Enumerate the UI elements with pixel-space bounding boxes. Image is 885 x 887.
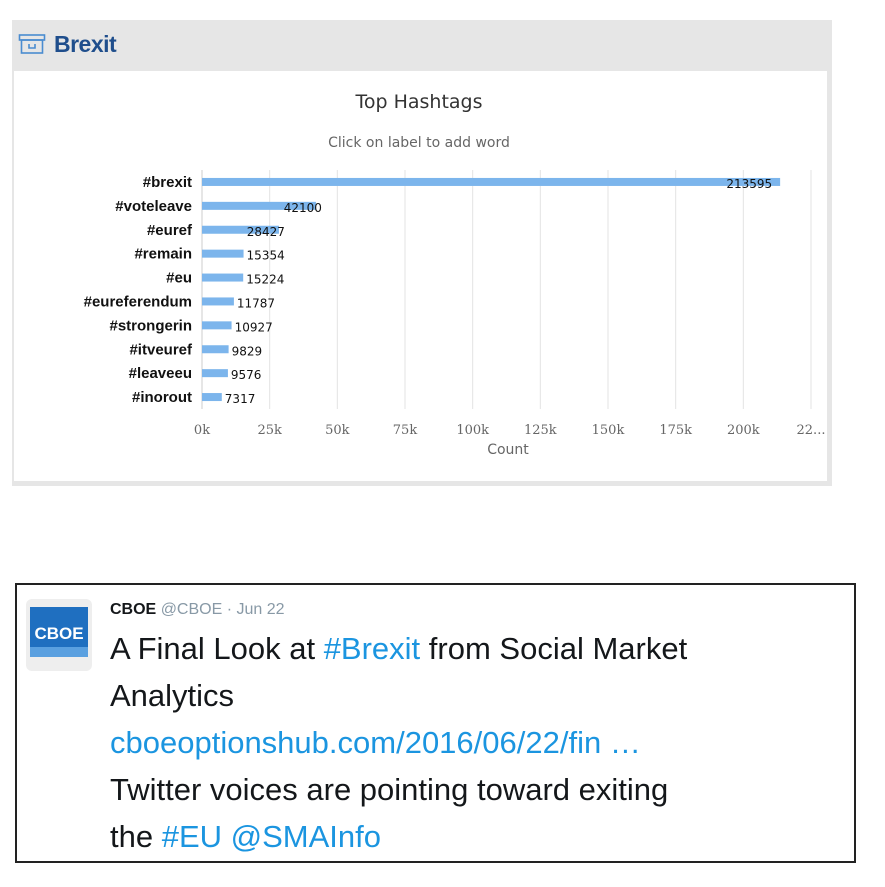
chart-container <box>14 71 827 481</box>
x-tick-label: 0k <box>193 423 211 438</box>
bar[interactable] <box>202 393 222 401</box>
category-label[interactable]: #remain <box>134 245 192 263</box>
x-axis-title: Count <box>487 442 529 458</box>
x-tick-label: 125k <box>523 423 557 438</box>
category-labels[interactable] <box>84 174 193 406</box>
tweet-space <box>222 819 231 854</box>
data-label: 7317 <box>224 392 256 407</box>
tweet-line-1 <box>110 625 850 672</box>
x-tick-label: 75k <box>392 423 418 438</box>
tweet-card[interactable] <box>15 583 856 863</box>
tweet-text-2: from Social Market <box>420 631 688 666</box>
tweet-author[interactable]: CBOE <box>110 601 157 618</box>
data-label: 9829 <box>231 344 263 359</box>
tweet-text-3: Analytics <box>110 678 235 713</box>
category-label[interactable]: #eu <box>166 269 192 287</box>
tweet-text-1: A Final Look at <box>110 631 324 666</box>
category-label[interactable]: #euref <box>146 221 192 239</box>
tweet-text-4: Twitter voices are pointing toward exiting <box>110 772 669 807</box>
bar[interactable] <box>202 369 228 377</box>
avatar-logo-text: CBOE <box>34 624 84 643</box>
archive-box-icon <box>16 32 48 56</box>
tweet-text-5: the <box>110 819 162 854</box>
avatar[interactable] <box>26 599 92 671</box>
top-hashtags-chart <box>14 71 827 481</box>
x-tick-label: 25k <box>257 423 282 438</box>
bar[interactable] <box>202 178 780 186</box>
data-label: 9576 <box>230 368 262 383</box>
panel-header <box>12 20 832 68</box>
tweet-date[interactable]: Jun 22 <box>236 601 285 618</box>
chart-title: Top Hashtags <box>355 91 483 113</box>
hashtag-brexit-link[interactable]: #Brexit <box>323 631 421 666</box>
category-label[interactable]: #leaveeu <box>128 365 192 383</box>
data-label: 15224 <box>246 272 285 287</box>
category-label[interactable]: #itveuref <box>129 341 192 359</box>
bars <box>202 177 780 406</box>
panel-title: Brexit <box>54 30 117 57</box>
category-label[interactable]: #inorout <box>132 389 192 407</box>
x-tick-label: 22... <box>796 423 826 438</box>
x-tick-label: 175k <box>659 423 693 438</box>
tweet-separator: · <box>226 601 233 618</box>
data-label: 15354 <box>246 248 285 263</box>
mention-smainfo-link[interactable]: @SMAInfo <box>230 819 382 854</box>
x-tick-label: 150k <box>591 423 625 438</box>
bar[interactable] <box>202 297 234 305</box>
data-label: 11787 <box>236 296 276 311</box>
data-label: 28427 <box>246 224 285 239</box>
x-tick-label: 100k <box>456 423 490 438</box>
x-tick-label: 200k <box>726 423 760 438</box>
tweet-line-4 <box>110 766 850 813</box>
category-label[interactable]: #brexit <box>142 173 192 191</box>
tweet-body <box>110 625 850 860</box>
tweet-line-2 <box>110 672 850 719</box>
tweet-line-5 <box>110 813 850 860</box>
category-label[interactable]: #eureferendum <box>83 293 192 311</box>
data-label: 213595 <box>726 176 773 191</box>
brexit-panel <box>12 20 832 486</box>
bar[interactable] <box>202 345 229 353</box>
category-label[interactable]: #strongerin <box>109 317 192 335</box>
tweet-handle[interactable]: @CBOE <box>160 601 223 618</box>
bar[interactable] <box>202 250 244 258</box>
tweet-line-3 <box>110 719 850 766</box>
x-tick-label: 50k <box>325 423 350 438</box>
x-axis-ticks <box>194 423 826 438</box>
bar[interactable] <box>202 321 232 329</box>
category-label[interactable]: #voteleave <box>115 197 192 215</box>
tweet-meta <box>110 601 285 619</box>
article-link[interactable]: cboeoptionshub.com/2016/06/22/fin … <box>110 725 641 760</box>
data-label: 42100 <box>283 200 322 215</box>
data-label: 10927 <box>234 320 273 335</box>
hashtag-eu-link[interactable]: #EU <box>161 819 223 854</box>
chart-subtitle[interactable]: Click on label to add word <box>328 135 510 151</box>
bar[interactable] <box>202 274 243 282</box>
